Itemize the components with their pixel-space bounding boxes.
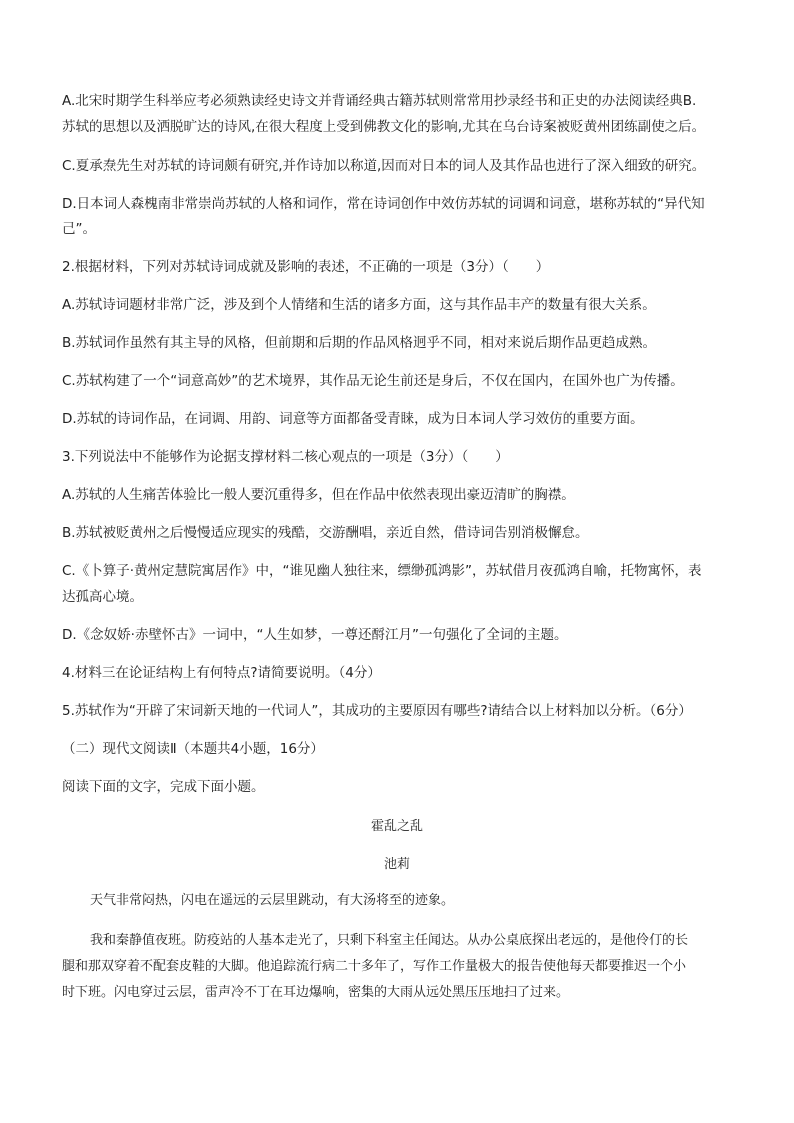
story-title: 霍乱之乱 bbox=[370, 819, 423, 834]
q3-option-a: A.苏轼的人生痛苦体验比一般人要沉重得多，但在作品中依然表现出豪迈清旷的胸襟。 bbox=[62, 487, 575, 503]
q2-option-c: C.苏轼构建了一个“词意高妙”的艺术境界，其作品无论生前还是身后，不仅在国内，在国外也广为传播。 bbox=[62, 373, 684, 389]
q3-option-b: B.苏轼被贬黄州之后慢慢适应现实的残酷，交游酬唱，亲近自然，借诗词告别消极懈怠。 bbox=[62, 525, 589, 541]
q1-option-d-cont: 己”。 bbox=[62, 221, 96, 237]
q2-stem: 2.根据材料，下列对苏轼诗词成就及影响的表述，不正确的一项是（3分）（ ） bbox=[62, 259, 550, 275]
q5-question: 5.苏轼作为“开辟了宋词新天地的一代词人”，其成功的主要原因有哪些?请结合以上材料加以分析。（6分） bbox=[62, 703, 692, 719]
q2-option-d: D.苏轼的诗词作品，在词调、用韵、词意等方面都备受青睐，成为日本词人学习效仿的重要方面。 bbox=[62, 411, 644, 427]
story-paragraph-1: 天气非常闷热，闪电在遥远的云层里跳动，有大汤将至的迹象。 bbox=[90, 893, 455, 908]
story-paragraph-2-line-1: 我和秦静值夜班。防疫站的人基本走光了，只剩下科室主任闻达。从办公桌底探出老远的，是他伶仃的长 bbox=[90, 933, 689, 948]
q3-stem: 3.下列说法中不能够作为论据支撑材料二核心观点的一项是（3分）（ ） bbox=[62, 449, 509, 465]
q1-option-d: D.日本词人森槐南非常崇尚苏轼的人格和词作，常在诗词创作中效仿苏轼的词调和词意，堪称苏轼的“异代知 bbox=[62, 196, 705, 212]
section-instruction: 阅读下面的文字，完成下面小题。 bbox=[62, 779, 265, 795]
story-author: 池莉 bbox=[383, 857, 410, 872]
q1-option-a: A.北宋时期学生科举应考必须熟读经史诗文并背诵经典古籍苏轼则常常用抄录经书和正史的办法阅读经典B. bbox=[62, 93, 697, 109]
q4-question: 4.材料三在论证结构上有何特点?请简要说明。（4分） bbox=[62, 665, 381, 681]
story-paragraph-2-line-3: 时下班。闪电穿过云层，雷声冷不丁在耳边爆响，密集的大雨从远处黑压压地扫了过来。 bbox=[62, 985, 570, 1000]
q3-option-c: C.《卜算子·黄州定慧院寓居作》中，“谁见幽人独往来，缥缈孤鸿影”，苏轼借月夜孤鸿自喻，托物寓怀，表 bbox=[62, 563, 702, 579]
q2-option-b: B.苏轼词作虽然有其主导的风格，但前期和后期的作品风格迥乎不同，相对来说后期作品更趋成熟。 bbox=[62, 335, 657, 351]
q3-option-d: D.《念奴娇·赤壁怀古》一词中，“人生如梦，一尊还酹江月”一句强化了全词的主题。 bbox=[62, 627, 568, 643]
q3-option-c-cont: 达孤高心境。 bbox=[62, 589, 143, 605]
section-heading: （二）现代文阅读Ⅱ（本题共4小题，16分） bbox=[62, 741, 324, 757]
q1-option-b: 苏轼的思想以及洒脱旷达的诗风,在很大程度上受到佛教文化的影响,尤其在乌台诗案被贬黄州团练副使之后。 bbox=[62, 119, 706, 135]
q1-option-c: C.夏承焘先生对苏轼的诗词颇有研究,并作诗加以称道,因而对日本的词人及其作品也进行了深入细致的研究。 bbox=[62, 158, 706, 174]
story-paragraph-2-line-2: 腿和那双穿着不配套皮鞋的大脚。他追踪流行病二十多年了，写作工作量极大的报告使他每天都要推迟一个小 bbox=[62, 959, 687, 974]
q2-option-a: A.苏轼诗词题材非常广泛，涉及到个人情绪和生活的诸多方面，这与其作品丰产的数量有很大关系。 bbox=[62, 297, 656, 313]
